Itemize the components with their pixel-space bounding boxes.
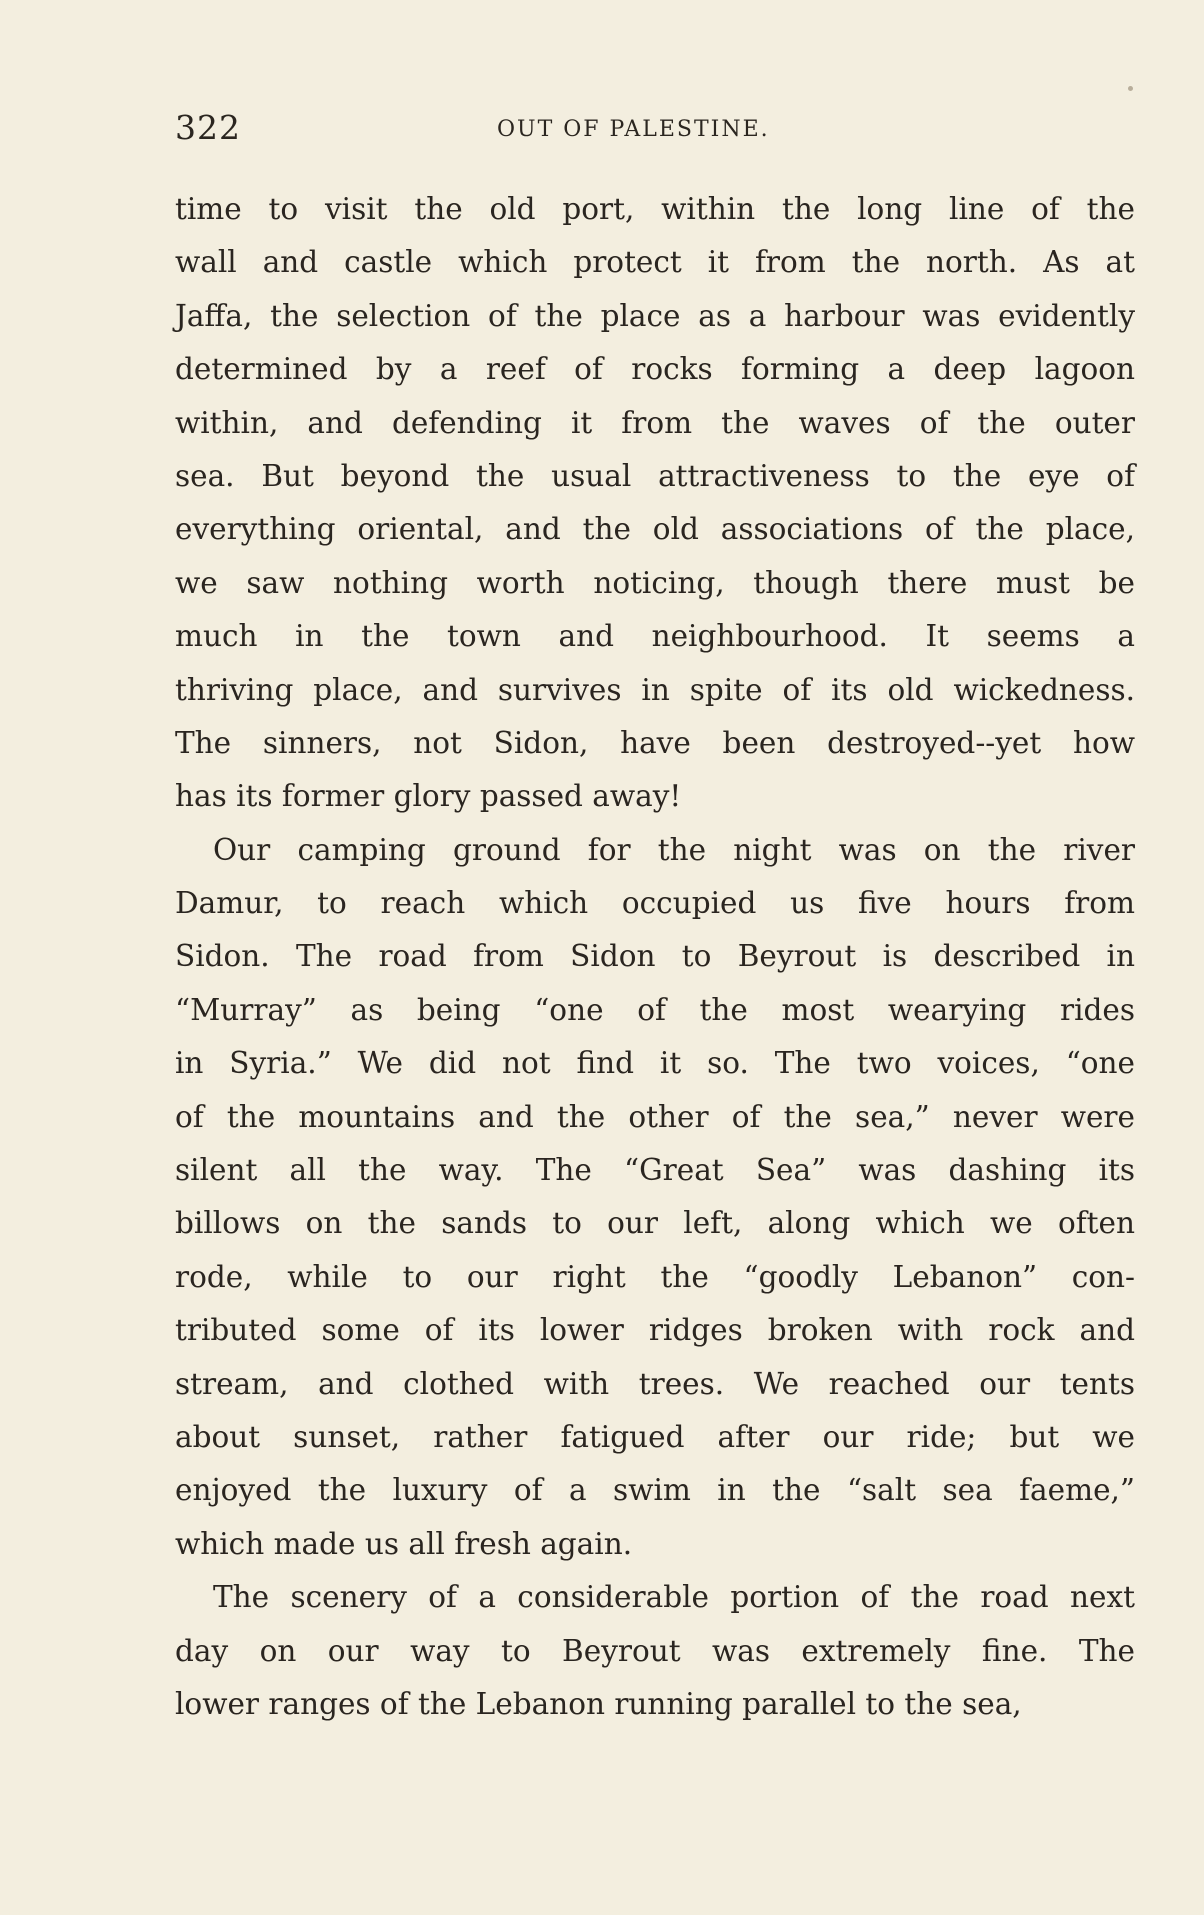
running-title: OUT OF PALESTINE.: [497, 117, 770, 142]
text-line: which made us all fresh again.: [175, 1526, 633, 1561]
text-line: silent all the way. The “Great Sea” was dashing its: [175, 1153, 1135, 1188]
text-line: sea. But beyond the usual attractiveness to the eye of: [175, 458, 1135, 493]
text-line: tributed some of its lower ridges broken with rock and: [175, 1313, 1135, 1348]
text-line: billows on the sands to our left, along which we often: [175, 1206, 1135, 1241]
text-line: lower ranges of the Lebanon running parallel to the sea,: [175, 1686, 1022, 1721]
paragraph: [175, 1571, 1135, 1731]
text-line: The sinners, not Sidon, have been destroyed--yet how: [175, 725, 1135, 760]
text-line: in Syria.” We did not find it so. The two voices, “one: [175, 1046, 1135, 1081]
text-line: Damur, to reach which occupied us five hours from: [175, 886, 1135, 921]
running-head: [175, 108, 1135, 148]
text-line: Sidon. The road from Sidon to Beyrout is described in: [175, 939, 1135, 974]
text-line: time to visit the old port, within the long line of the: [175, 192, 1135, 226]
paragraph: [175, 824, 1135, 1571]
text-line: determined by a reef of rocks forming a deep lagoon: [175, 352, 1135, 387]
paper-speck: [1128, 86, 1133, 91]
text-line: everything oriental, and the old associations of the place,: [175, 512, 1135, 547]
text-line: wall and castle which protect it from the north. As at: [175, 245, 1135, 280]
text-line: Jaffa, the selection of the place as a harbour was evidently: [175, 298, 1135, 333]
text-line: The scenery of a considerable portion of the road next: [213, 1580, 1135, 1615]
text-line: about sunset, rather fatigued after our ride; but we: [175, 1419, 1135, 1454]
text-line: of the mountains and the other of the sea,” never were: [175, 1099, 1135, 1134]
body-text: [175, 183, 1135, 1731]
page-number: 322: [175, 108, 241, 147]
text-line: has its former glory passed away!: [175, 779, 682, 814]
text-line: enjoyed the luxury of a swim in the “salt sea faeme,”: [175, 1473, 1135, 1508]
text-line: much in the town and neighbourhood. It seems a: [175, 619, 1135, 654]
text-line: Our camping ground for the night was on the river: [213, 832, 1135, 867]
paragraph: [175, 183, 1135, 824]
text-line: thriving place, and survives in spite of its old wickedness.: [175, 672, 1135, 707]
text-line: we saw nothing worth noticing, though there must be: [175, 565, 1135, 600]
text-line: within, and defending it from the waves of the outer: [175, 405, 1135, 440]
text-line: day on our way to Beyrout was extremely fine. The: [175, 1633, 1135, 1668]
text-line: “Murray” as being “one of the most wearying rides: [175, 992, 1135, 1027]
text-line: rode, while to our right the “goodly Lebanon” con-: [175, 1259, 1135, 1294]
text-line: stream, and clothed with trees. We reached our tents: [175, 1366, 1135, 1401]
